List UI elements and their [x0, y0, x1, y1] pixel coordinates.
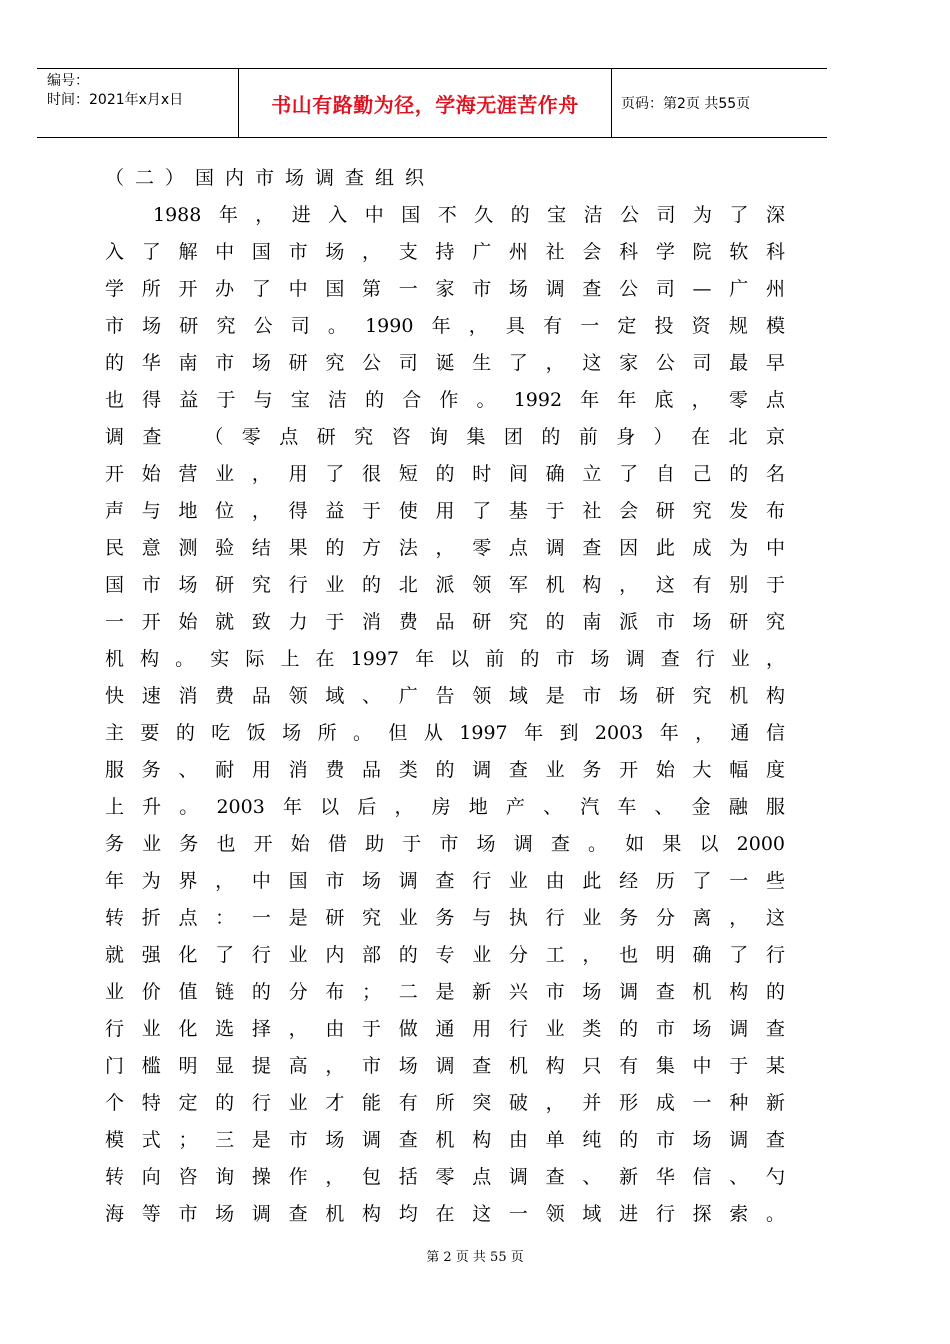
body-line: 国市场研究行业的北派领军机构，这有别于 — [105, 574, 785, 596]
body-line: 门槛明显提高，市场调查机构只有集中于某 — [105, 1055, 785, 1077]
body-line: 的华南市场研究公司诞生了，这家公司最早 — [105, 352, 785, 374]
body-line: 转向咨询操作，包括零点调查、新华信、勺 — [105, 1166, 785, 1188]
body-line: 年为界，中国市场调查行业由此经历了一些 — [105, 870, 785, 892]
header-motto: 书山有路勤为径，学海无涯苦作舟 — [271, 93, 579, 117]
page-header — [37, 68, 827, 138]
body-line: 开始营业，用了很短的时间确立了自己的名 — [105, 463, 785, 485]
body-line: 入了解中国市场，支持广州社会科学院软科 — [105, 241, 785, 263]
document-body — [105, 160, 785, 1233]
body-line: 机构。实际上在1997年以前的市场调查行业， — [105, 648, 785, 670]
body-line: 务业务也开始借助于市场调查。如果以2000 — [105, 833, 785, 855]
document-time-label: 时间：2021年x月x日 — [47, 92, 184, 108]
header-divider — [611, 69, 612, 137]
body-line: 转折点：一是研究业务与执行业务分离，这 — [105, 907, 785, 929]
header-meta — [47, 72, 237, 110]
body-line: 个特定的行业才能有所突破，并形成一种新 — [105, 1092, 785, 1114]
page-footer: 第 2 页 共 55 页 — [426, 1250, 524, 1265]
body-line: 1988年，进入中国不久的宝洁公司为了深 — [153, 204, 785, 226]
body-line: 民意测验结果的方法，零点调查因此成为中 — [105, 537, 785, 559]
body-line: 就强化了行业内部的专业分工，也明确了行 — [105, 944, 785, 966]
body-line: 海等市场调查机构均在这一领域进行探索。 — [105, 1203, 785, 1225]
body-line: 模式；三是市场调查机构由单纯的市场调查 — [105, 1129, 785, 1151]
body-line: 一开始就致力于消费品研究的南派市场研究 — [105, 611, 785, 633]
body-line: 上升。2003年以后，房地产、汽车、金融服 — [105, 796, 785, 818]
body-line: 服务、耐用消费品类的调查业务开始大幅度 — [105, 759, 785, 781]
body-line: 业价值链的分布；二是新兴市场调查机构的 — [105, 981, 785, 1003]
body-line: 也得益于与宝洁的合作。1992年年底，零点 — [105, 389, 785, 411]
body-line: 行业化选择，由于做通用行业类的市场调查 — [105, 1018, 785, 1040]
body-line: 学所开办了中国第一家市场调查公司—广州 — [105, 278, 785, 300]
header-page-label: 页码：第2页 共55页 — [621, 96, 751, 112]
section-heading: （二）国内市场调查组织 — [105, 167, 436, 189]
body-line: 主要的吃饭场所。但从1997年到2003年，通信 — [105, 722, 785, 744]
body-line: 声与地位，得益于使用了基于社会研究发布 — [105, 500, 785, 522]
document-number-label: 编号： — [47, 73, 89, 89]
body-line: 市场研究公司。1990年，具有一定投资规模 — [105, 315, 785, 337]
body-line: 快速消费品领域、广告领域是市场研究机构 — [105, 685, 785, 707]
body-line: 调查 （零点研究咨询集团的前身）在北京 — [105, 426, 785, 448]
